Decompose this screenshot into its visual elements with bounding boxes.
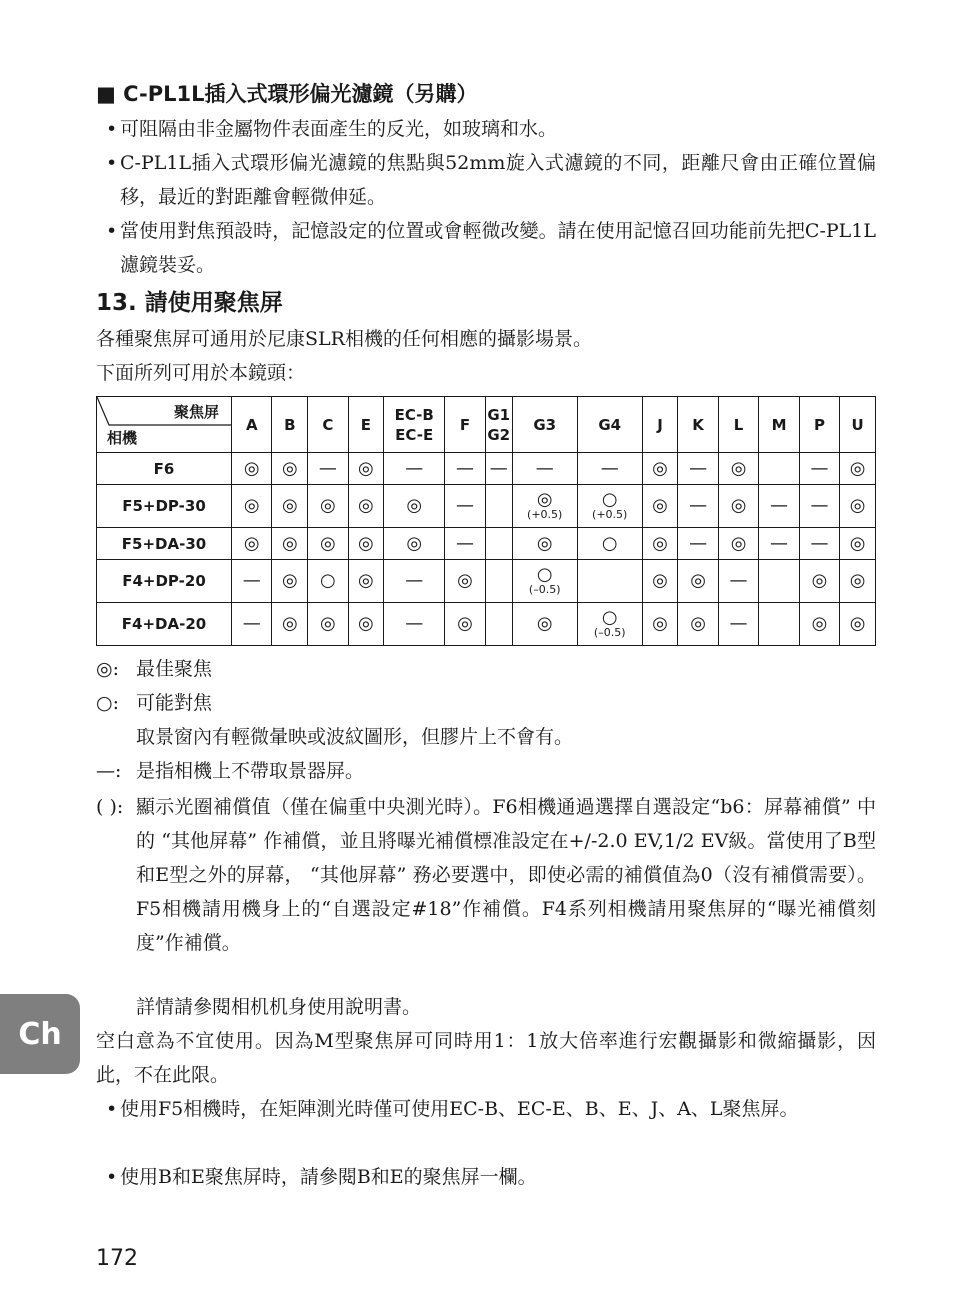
- column-header: U: [840, 397, 876, 453]
- table-cell: [642, 560, 678, 603]
- section-heading-focus-screens: 13. 請使用聚焦屏: [96, 290, 283, 316]
- compensation-value: (+0.5): [592, 508, 628, 521]
- table-cell: [840, 485, 876, 528]
- camera-cell: F4+DP-20: [97, 560, 232, 603]
- table-cell: [759, 560, 799, 603]
- table-cell: [799, 485, 839, 528]
- column-header: K: [678, 397, 718, 453]
- column-header: L: [718, 397, 758, 453]
- compatibility-symbol: ○: [601, 532, 618, 554]
- table-cell: [384, 453, 445, 485]
- column-header-line: G2: [487, 425, 511, 444]
- table-cell: [759, 485, 799, 528]
- table-cell: [577, 453, 642, 485]
- legend-value: 詳情請參閱相机机身使用說明書。: [136, 996, 422, 1018]
- compatibility-symbol: —: [770, 495, 789, 516]
- bullet-text: C-PL1L插入式環形偏光濾鏡的焦點與52mm旋入式濾鏡的不同，距離尺會由正確位置偏移，最近的對距離會輕微伸延。: [120, 152, 876, 208]
- table-cell: [642, 453, 678, 485]
- table-cell: [445, 560, 485, 603]
- compatibility-symbol: —: [770, 532, 789, 554]
- compatibility-symbol: ◎: [457, 570, 473, 591]
- table-cell: [272, 485, 308, 528]
- bullet-dot: •: [106, 118, 118, 140]
- compatibility-symbol: ◎: [536, 532, 553, 554]
- compatibility-symbol: —: [689, 495, 708, 516]
- compatibility-symbol: —: [689, 532, 708, 554]
- compatibility-symbol: ◎: [652, 495, 668, 516]
- table-cell: [445, 453, 485, 485]
- camera-cell: F6: [97, 453, 232, 485]
- table-cell: [232, 603, 272, 646]
- table-cell: [445, 528, 485, 560]
- table-header-row: [97, 397, 876, 453]
- column-header: E: [348, 397, 384, 453]
- column-header: M: [759, 397, 799, 453]
- table-cell: [272, 453, 308, 485]
- compatibility-symbol: ◎: [849, 570, 866, 591]
- table-cell: [232, 453, 272, 485]
- table-cell: [642, 603, 678, 646]
- compatibility-symbol: ◎: [690, 613, 706, 634]
- compatibility-symbol: ◎: [849, 495, 866, 516]
- table-cell: [512, 560, 577, 603]
- compatibility-symbol: —: [455, 457, 474, 479]
- compatibility-symbol: —: [489, 457, 508, 479]
- compatibility-symbol: ◎: [243, 457, 260, 479]
- table-cell: [384, 485, 445, 528]
- compatibility-symbol: —: [810, 532, 829, 554]
- legend-parentheses: [96, 790, 876, 960]
- compatibility-symbol: —: [810, 457, 829, 479]
- compatibility-symbol: ◎: [730, 457, 747, 479]
- table-row: [97, 485, 876, 528]
- compatibility-symbol: ◎: [652, 457, 668, 479]
- compatibility-symbol: —: [810, 495, 829, 516]
- compatibility-symbol: ◎: [811, 570, 828, 591]
- compensation-value: (–0.5): [593, 626, 626, 639]
- compatibility-symbol: ◎: [730, 532, 747, 554]
- compatibility-symbol: ◎: [652, 532, 668, 554]
- legend-key: ○:: [96, 692, 119, 714]
- table-row: [97, 528, 876, 560]
- table-row: [97, 560, 876, 603]
- legend-value: 是指相機上不帶取景器屏。: [136, 760, 365, 782]
- compatibility-symbol: ◎: [536, 613, 553, 634]
- bullet-item: [106, 214, 876, 282]
- compatibility-symbol: ◎: [358, 495, 374, 516]
- table-cell: [678, 485, 718, 528]
- legend-possible: [96, 686, 876, 720]
- compatibility-symbol: ◎: [730, 495, 747, 516]
- table-cell: [384, 603, 445, 646]
- bullet-item: [106, 1092, 876, 1126]
- bullet-item: [106, 1160, 876, 1194]
- table-cell: [485, 485, 512, 528]
- compatibility-symbol: ◎: [358, 570, 374, 591]
- table-cell: [642, 528, 678, 560]
- compatibility-symbol: ◎: [849, 613, 866, 634]
- table-cell: [512, 603, 577, 646]
- table-cell: [759, 603, 799, 646]
- intro-text: 各種聚焦屏可通用於尼康SLR相機的任何相應的攝影場景。: [96, 328, 592, 350]
- compatibility-symbol: —: [318, 457, 337, 479]
- compatibility-symbol: ◎: [243, 532, 260, 554]
- camera-cell: F5+DP-30: [97, 485, 232, 528]
- compensation-value: (+0.5): [527, 508, 563, 521]
- compatibility-symbol: ◎: [319, 532, 336, 554]
- table-cell: [348, 485, 384, 528]
- blank-note: 空白意為不宜使用。因為M型聚焦屏可同時用1：1放大倍率進行宏觀攝影和微縮攝影，因此，不在此限。: [96, 1030, 876, 1086]
- bullet-dot: •: [106, 220, 118, 242]
- column-header: [384, 397, 445, 453]
- table-cell: [512, 485, 577, 528]
- column-header: P: [799, 397, 839, 453]
- bullet-dot: •: [106, 1098, 118, 1120]
- compatibility-symbol: ○: [536, 564, 553, 585]
- table-cell: [348, 603, 384, 646]
- legend-value: 最佳聚焦: [136, 658, 213, 680]
- column-header: G3: [512, 397, 577, 453]
- compatibility-symbol: ◎: [281, 570, 298, 591]
- compatibility-symbol: —: [405, 457, 424, 479]
- compatibility-symbol: ○: [601, 607, 618, 628]
- compatibility-symbol: ○: [319, 570, 336, 591]
- table-cell: [232, 528, 272, 560]
- legend-dash: [96, 754, 876, 788]
- table-cell: [348, 453, 384, 485]
- chapter-tab: Ch: [0, 994, 80, 1074]
- table-cell: [232, 560, 272, 603]
- legend-value: 取景窗內有輕微暈映或波紋圖形，但膠片上不會有。: [136, 726, 574, 748]
- camera-cell: F4+DA-20: [97, 603, 232, 646]
- table-cell: [272, 528, 308, 560]
- table-cell: [485, 603, 512, 646]
- compatibility-symbol: ◎: [319, 613, 336, 634]
- compatibility-symbol: ◎: [358, 457, 374, 479]
- legend-key: —:: [96, 760, 122, 782]
- compatibility-symbol: —: [535, 457, 554, 479]
- corner-label-camera: 相機: [107, 429, 138, 447]
- table-cell: [485, 560, 512, 603]
- compatibility-symbol: —: [405, 613, 424, 634]
- bullet-dot: •: [106, 1166, 118, 1188]
- table-cell: [577, 603, 642, 646]
- table-cell: [840, 603, 876, 646]
- table-cell: [718, 528, 758, 560]
- compatibility-symbol: ○: [601, 489, 618, 510]
- page-number: 172: [96, 1246, 138, 1271]
- compatibility-symbol: ◎: [281, 532, 298, 554]
- column-header: A: [232, 397, 272, 453]
- table-cell: [445, 603, 485, 646]
- column-header: C: [308, 397, 348, 453]
- bullet-dot: •: [106, 152, 118, 174]
- bullet-text: 使用F5相機時，在矩陣測光時僅可使用EC-B、EC-E、B、E、J、A、L聚焦屏。: [120, 1098, 799, 1120]
- table-cell: [348, 528, 384, 560]
- table-cell: [384, 528, 445, 560]
- table-cell: [718, 453, 758, 485]
- table-cell: [759, 453, 799, 485]
- compatibility-symbol: ◎: [319, 495, 336, 516]
- compatibility-symbol: —: [729, 570, 748, 591]
- compatibility-symbol: ◎: [652, 570, 668, 591]
- table-corner-cell: [97, 397, 232, 453]
- compatibility-symbol: ◎: [849, 532, 866, 554]
- table-cell: [308, 560, 348, 603]
- bullet-text: 當使用對焦預設時，記憶設定的位置或會輕微改變。請在使用記憶召回功能前先把C-PL1L濾鏡裝妥。: [120, 220, 876, 276]
- compatibility-symbol: ◎: [849, 457, 866, 479]
- table-cell: [678, 453, 718, 485]
- compatibility-symbol: ◎: [406, 495, 423, 516]
- compatibility-symbol: ◎: [243, 495, 260, 516]
- compatibility-symbol: ◎: [690, 570, 706, 591]
- legend-best: [96, 652, 876, 686]
- table-cell: [272, 603, 308, 646]
- column-header: G4: [577, 397, 642, 453]
- table-cell: [512, 453, 577, 485]
- column-header-line: EC-B: [394, 405, 434, 424]
- legend-key: ( ):: [96, 796, 124, 818]
- table-cell: [577, 560, 642, 603]
- table-cell: [799, 560, 839, 603]
- compatibility-symbol: ◎: [406, 532, 423, 554]
- table-cell: [308, 603, 348, 646]
- table-row: [97, 603, 876, 646]
- bullet-text: 可阻隔由非金屬物件表面產生的反光，如玻璃和水。: [120, 118, 558, 140]
- table-cell: [678, 603, 718, 646]
- compatibility-symbol: ◎: [281, 495, 298, 516]
- table-cell: [577, 485, 642, 528]
- table-cell: [642, 485, 678, 528]
- bullet-item: [106, 112, 876, 146]
- column-header: [485, 397, 512, 453]
- table-cell: [445, 485, 485, 528]
- intro-text: 下面所列可用於本鏡頭：: [96, 362, 306, 384]
- column-header: J: [642, 397, 678, 453]
- section-heading-cpl1l: ■ C-PL1L插入式環形偏光濾鏡（另購）: [96, 82, 478, 106]
- table-cell: [718, 560, 758, 603]
- bullet-text: 使用B和E聚焦屏時，請參閱B和E的聚焦屏一欄。: [120, 1166, 537, 1188]
- corner-label-screen: 聚焦屏: [173, 403, 219, 421]
- compatibility-symbol: —: [729, 613, 748, 634]
- compatibility-symbol: ◎: [457, 613, 473, 634]
- compensation-value: (–0.5): [528, 583, 561, 596]
- compatibility-symbol: ◎: [358, 532, 374, 554]
- compatibility-symbol: —: [455, 495, 474, 516]
- table-cell: [678, 528, 718, 560]
- table-cell: [308, 453, 348, 485]
- compatibility-symbol: ◎: [536, 489, 553, 510]
- table-cell: [272, 560, 308, 603]
- table-row: [97, 453, 876, 485]
- camera-cell: F5+DA-30: [97, 528, 232, 560]
- table-cell: [577, 528, 642, 560]
- bullet-item: [106, 146, 876, 214]
- compatibility-symbol: ◎: [358, 613, 374, 634]
- legend-value: 可能對焦: [136, 692, 213, 714]
- table-cell: [678, 560, 718, 603]
- compatibility-symbol: —: [455, 532, 474, 554]
- table-cell: [718, 603, 758, 646]
- table-cell: [232, 485, 272, 528]
- compatibility-symbol: ◎: [811, 613, 828, 634]
- table-cell: [308, 528, 348, 560]
- column-header-line: G1: [487, 405, 511, 424]
- compatibility-symbol: —: [242, 570, 261, 591]
- compatibility-symbol: ◎: [281, 457, 298, 479]
- table-cell: [718, 485, 758, 528]
- table-cell: [799, 603, 839, 646]
- table-cell: [348, 560, 384, 603]
- table-cell: [485, 453, 512, 485]
- table-cell: [485, 528, 512, 560]
- table-cell: [384, 560, 445, 603]
- table-cell: [799, 528, 839, 560]
- compatibility-symbol: —: [600, 457, 619, 479]
- compatibility-symbol: —: [405, 570, 424, 591]
- table-cell: [840, 453, 876, 485]
- compatibility-symbol: ◎: [281, 613, 298, 634]
- legend-key: ◎:: [96, 658, 119, 680]
- compatibility-symbol: —: [242, 613, 261, 634]
- column-header: B: [272, 397, 308, 453]
- compatibility-symbol: ◎: [652, 613, 668, 634]
- legend-detail: [96, 990, 876, 1024]
- legend-value: 顯示光圈補償值（僅在偏重中央測光時）。F6相機通過選擇自選設定“b6：屏幕補償” 中的 “其他屏幕” 作補償，並且將曝光補償標准設定在+/-2.0 EV,1/2 EV級。當使用了B型和E型之外的屏幕， “其他屏幕” 務必要選中，即使必需的補償值為0（沒有補償需要）。F5相機請用機身上的“自選設定#18”作補償。F4系列相機請用聚焦屏的“曝光補償刻度”作補償。: [136, 796, 876, 954]
- table-cell: [799, 453, 839, 485]
- table-cell: [308, 485, 348, 528]
- table-cell: [840, 528, 876, 560]
- focusing-screen-table: [96, 396, 876, 646]
- table-cell: [759, 528, 799, 560]
- column-header-line: EC-E: [395, 425, 434, 444]
- table-cell: [840, 560, 876, 603]
- table-cell: [512, 528, 577, 560]
- legend-possible-note: [96, 720, 876, 754]
- compatibility-symbol: —: [689, 457, 708, 479]
- column-header: F: [445, 397, 485, 453]
